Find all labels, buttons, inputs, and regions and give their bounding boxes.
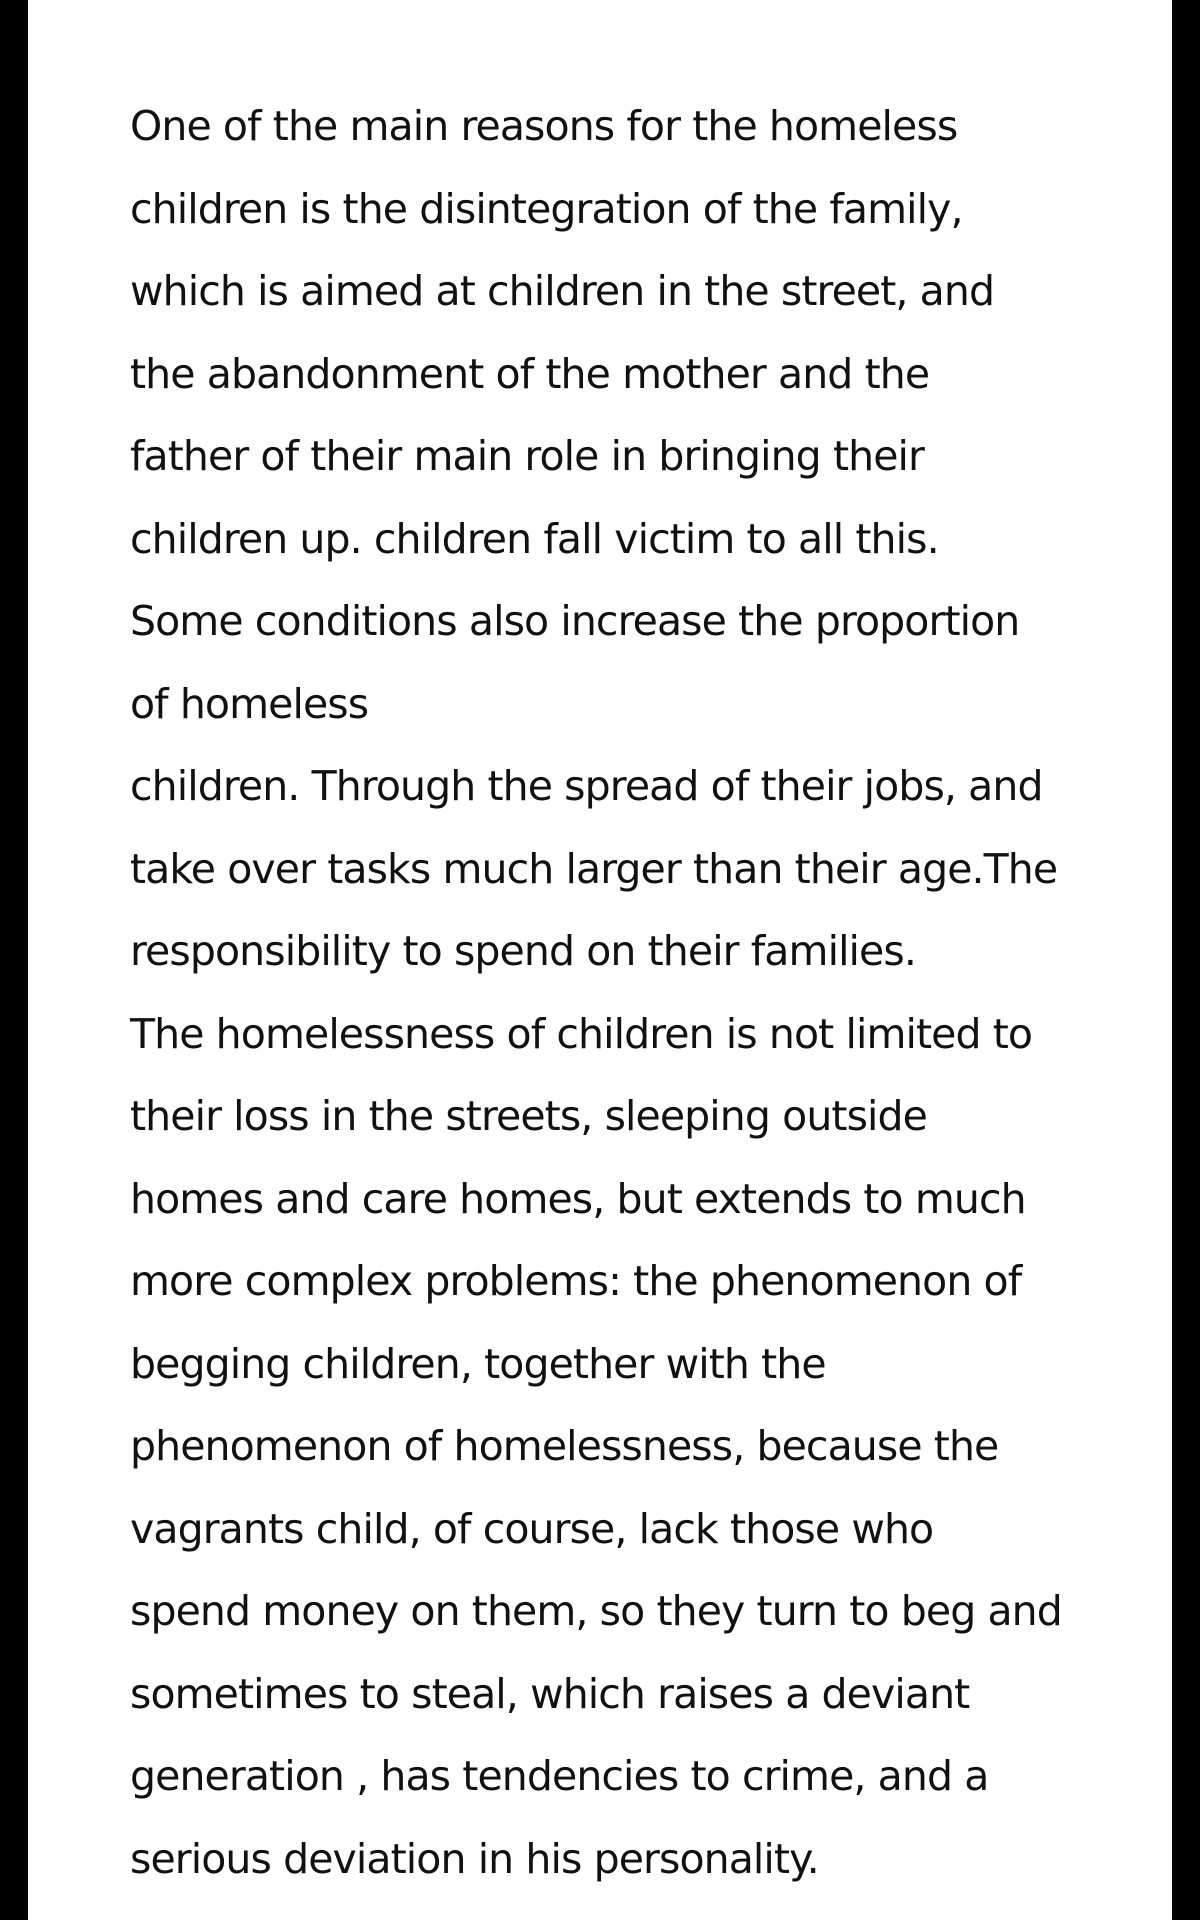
text-line-18: vagrants child, of course, lack those who: [130, 1504, 934, 1553]
text-line-22: serious deviation in his personality.: [130, 1834, 819, 1883]
text-line-5: father of their main role in bringing their: [130, 432, 924, 480]
document-page: [28, 0, 1172, 1920]
text-line-4: the abandonment of the mother and the: [130, 349, 930, 398]
text-line-19: spend money on them, so they turn to beg and: [130, 1587, 1062, 1635]
text-line-7: Some conditions also increase the proportion: [130, 597, 1020, 645]
body-text: [130, 100, 1130, 1915]
text-line-8: of homeless: [130, 679, 369, 728]
text-line-6: children up. children fall victim to all this.: [130, 514, 939, 563]
text-line-1: One of the main reasons for the homeless: [130, 102, 958, 150]
text-line-2: children is the disintegration of the family,: [130, 184, 963, 233]
text-line-20: sometimes to steal, which raises a deviant: [130, 1669, 970, 1718]
text-line-14: homes and care homes, but extends to much: [130, 1174, 1026, 1223]
text-line-10: take over tasks much larger than their age.The: [130, 844, 1058, 893]
text-line-13: their loss in the streets, sleeping outside: [130, 1092, 927, 1140]
text-line-9: children. Through the spread of their jobs, and: [130, 762, 1043, 810]
text-line-11: responsibility to spend on their families.: [130, 927, 916, 975]
text-line-16: begging children, together with the: [130, 1339, 826, 1388]
text-line-21: generation , has tendencies to crime, and a: [130, 1752, 989, 1800]
text-line-3: which is aimed at children in the street, and: [130, 267, 995, 315]
text-line-15: more complex problems: the phenomenon of: [130, 1257, 1022, 1305]
text-line-17: phenomenon of homelessness, because the: [130, 1422, 999, 1470]
text-line-12: The homelessness of children is not limited to: [130, 1009, 1033, 1058]
